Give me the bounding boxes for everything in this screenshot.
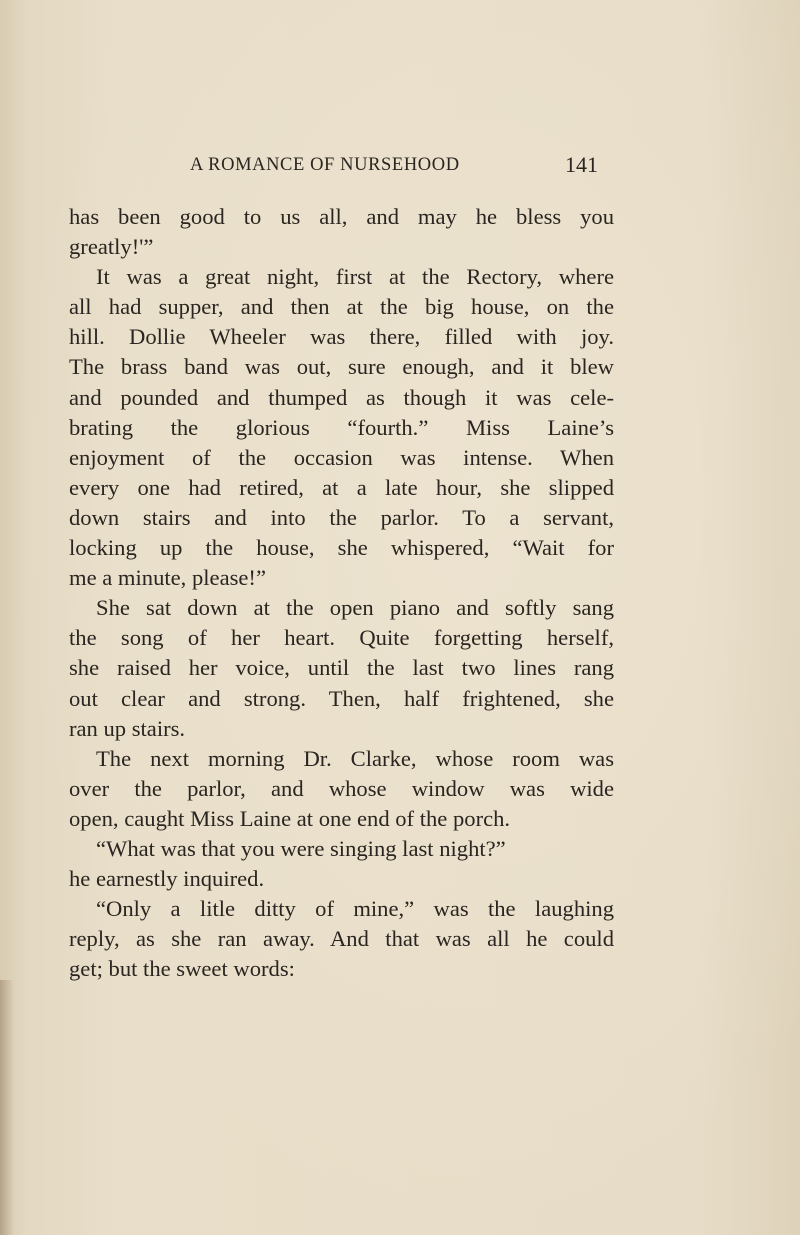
text-line: she raised her voice, until the last two lines rang [69, 655, 614, 681]
text-line: all had supper, and then at the big house, on the [69, 294, 614, 320]
text-line: he earnestly inquired. [69, 866, 265, 892]
text-line: has been good to us all, and may he bless you [69, 204, 614, 229]
text-line: brating the glorious “fourth.” Miss Laine’s [69, 414, 614, 440]
text-line: The brass band was out, sure enough, and it blew [69, 354, 614, 380]
page-header [0, 150, 800, 180]
text-line: the song of her heart. Quite forgetting herself, [69, 625, 614, 651]
text-line: get; but the sweet words: [69, 956, 295, 982]
paragraph-start-line: She sat down at the open piano and softly sang [96, 595, 614, 621]
text-line: reply, as she ran away. And that was all he could [69, 926, 614, 952]
text-line: locking up the house, she whispered, “Wait for [69, 535, 614, 561]
text-line: every one had retired, at a late hour, she slipped [69, 474, 614, 500]
text-line: me a minute, please!” [69, 565, 266, 591]
text-line: enjoyment of the occasion was intense. When [69, 444, 614, 470]
text-line: greatly!'” [69, 234, 154, 260]
paragraph-start-line: “What was that you were singing last night?” [96, 835, 506, 861]
text-line: out clear and strong. Then, half frightened, she [69, 685, 614, 711]
page-edge-shadow [0, 980, 14, 1235]
page-number: 141 [565, 152, 598, 177]
paragraph-start-line: “Only a litle ditty of mine,” was the laughing [96, 896, 614, 922]
text-line: and pounded and thumped as though it was cele- [69, 384, 614, 410]
text-line: over the parlor, and whose window was wide [69, 775, 614, 801]
text-line: down stairs and into the parlor. To a servant, [69, 504, 614, 530]
paragraph-start-line: The next morning Dr. Clarke, whose room was [96, 745, 614, 771]
text-line: open, caught Miss Laine at one end of the porch. [69, 805, 511, 831]
text-line: ran up stairs. [69, 715, 186, 741]
text-line: hill. Dollie Wheeler was there, filled with joy. [69, 324, 614, 350]
body-text [69, 202, 614, 984]
running-head: A ROMANCE OF NURSEHOOD [190, 155, 460, 175]
paragraph-start-line: It was a great night, first at the Rectory, where [96, 264, 614, 290]
